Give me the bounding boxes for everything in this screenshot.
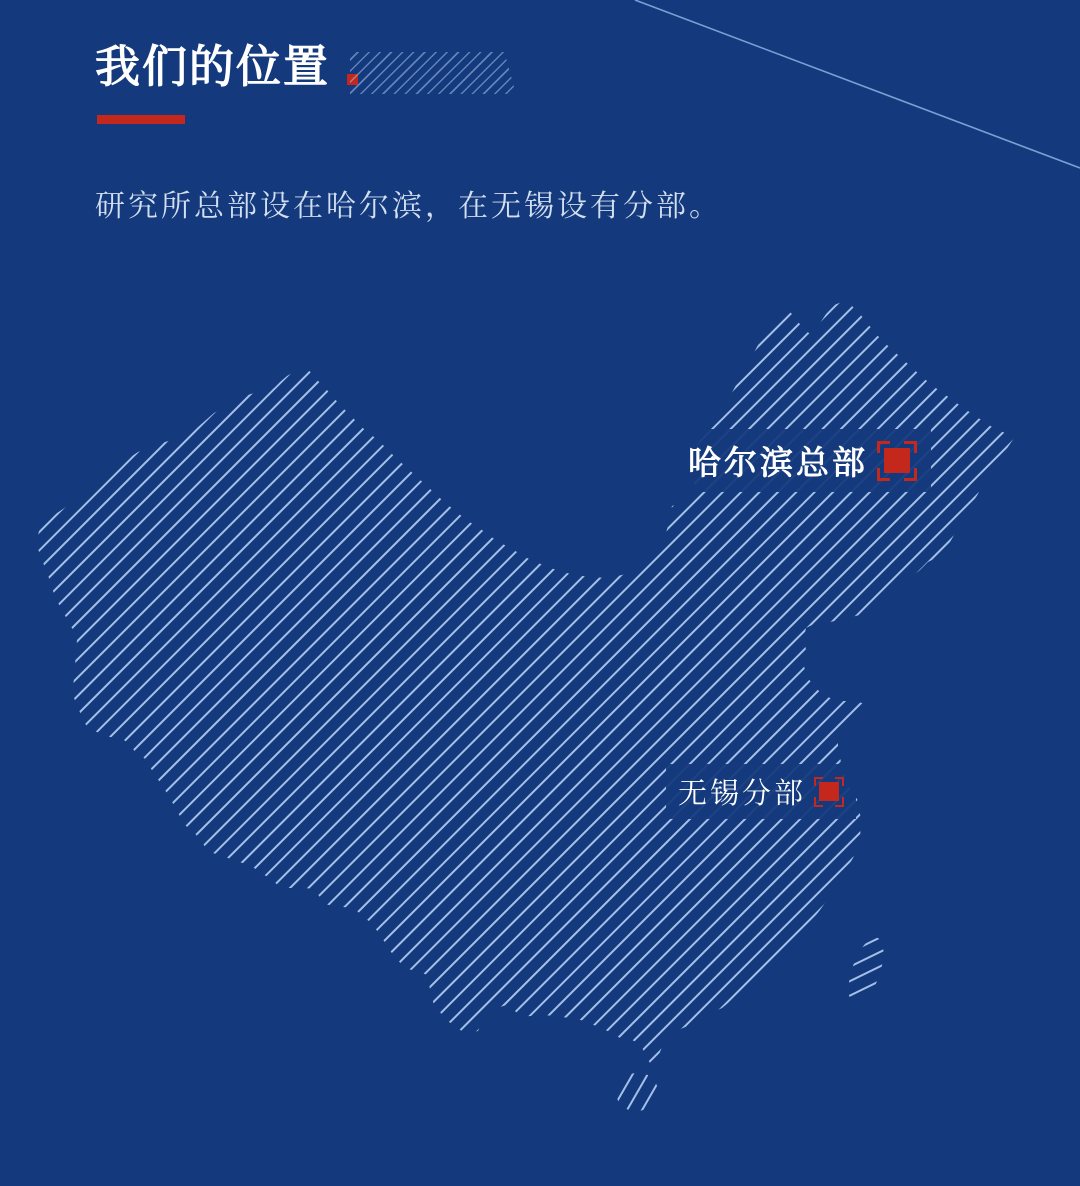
intro-text: 研究所总部设在哈尔滨，在无锡设有分部。: [95, 190, 722, 223]
hainan-island-shape: [612, 1068, 662, 1116]
taiwan-island-shape: [841, 933, 890, 1008]
harbin-label: 哈尔滨总部: [688, 444, 868, 481]
wuxi-target-marker-icon: [814, 777, 844, 807]
hatch-strip-deco: [350, 52, 516, 94]
wuxi-label: 无锡分部: [678, 778, 807, 810]
page-title: 我们的位置: [95, 41, 331, 92]
harbin-target-marker-icon: [877, 441, 917, 481]
title-underline: [97, 115, 185, 124]
corner-diagonal-line: [635, 0, 1080, 168]
location-wuxi: [666, 764, 856, 819]
location-harbin: [674, 429, 931, 492]
